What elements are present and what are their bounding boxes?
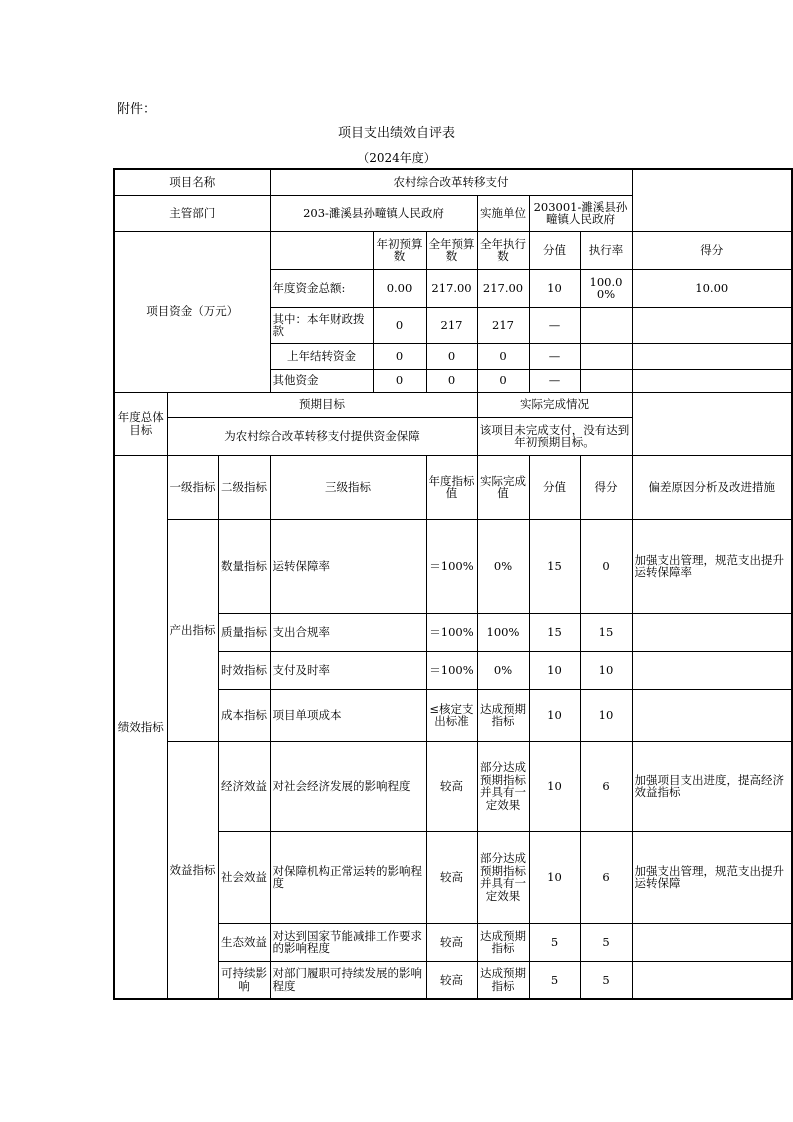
indicator-l3: 运转保障率 (270, 519, 426, 613)
funds-row-cell: 0 (477, 343, 529, 369)
indicator-actual: 0% (477, 519, 529, 613)
perf-header-target: 年度指标值 (426, 455, 477, 519)
output-row (114, 519, 792, 613)
indicator-score-value: 15 (529, 519, 580, 613)
funds-row-cell: 0 (373, 307, 426, 343)
funds-label: 项目资金（万元） (114, 231, 270, 392)
self-evaluation-table (113, 168, 793, 1000)
indicator-l3: 项目单项成本 (270, 689, 426, 741)
indicator-score: 6 (580, 741, 632, 831)
indicator-score: 5 (580, 961, 632, 999)
project-name-row (114, 169, 792, 195)
indicator-target: 较高 (426, 741, 477, 831)
funds-header-blank (270, 231, 373, 269)
funds-row-name: 其他资金 (270, 369, 373, 392)
indicator-l2: 质量指标 (218, 613, 270, 651)
indicator-note: 加强支出管理，规范支出提升运转保障 (632, 831, 792, 923)
goals-expected-header: 预期目标 (167, 392, 477, 417)
goals-actual: 该项目未完成支付，没有达到年初预期目标。 (477, 417, 632, 455)
funds-header-0: 年初预算数 (373, 231, 426, 269)
funds-row-cell (632, 369, 792, 392)
funds-row-name: 上年结转资金 (270, 343, 373, 369)
indicator-note (632, 651, 792, 689)
perf-header-note: 偏差原因分析及改进措施 (632, 455, 792, 519)
funds-row-cell: 0 (477, 369, 529, 392)
indicator-actual: 部分达成预期指标并具有一定效果 (477, 741, 529, 831)
indicator-score: 0 (580, 519, 632, 613)
funds-row-cell: 100.00% (580, 269, 632, 307)
perf-header-actual: 实际完成值 (477, 455, 529, 519)
indicator-score-value: 5 (529, 923, 580, 961)
perf-header-score-value: 分值 (529, 455, 580, 519)
indicator-note (632, 923, 792, 961)
indicator-score-value: 10 (529, 651, 580, 689)
project-name-label: 项目名称 (114, 169, 270, 195)
funds-row-cell: 10 (529, 269, 580, 307)
indicator-l3: 对保障机构正常运转的影响程度 (270, 831, 426, 923)
funds-row-cell: 10.00 (632, 269, 792, 307)
indicator-score-value: 10 (529, 689, 580, 741)
indicator-l2: 时效指标 (218, 651, 270, 689)
indicator-note: 加强项目支出进度，提高经济效益指标 (632, 741, 792, 831)
funds-row-cell (580, 343, 632, 369)
funds-row-cell: 0 (373, 369, 426, 392)
indicator-note (632, 613, 792, 651)
indicator-score: 10 (580, 689, 632, 741)
indicator-score: 6 (580, 831, 632, 923)
funds-row-name: 年度资金总额: (270, 269, 373, 307)
indicator-target: ＝100% (426, 519, 477, 613)
funds-row-cell: 0 (373, 343, 426, 369)
funds-row-cell: — (529, 369, 580, 392)
funds-row-cell (632, 343, 792, 369)
indicator-target: ＝100% (426, 651, 477, 689)
indicator-actual: 部分达成预期指标并具有一定效果 (477, 831, 529, 923)
funds-row-cell: 217 (477, 307, 529, 343)
attachment-label: 附件： (117, 102, 157, 117)
benefit-label: 效益指标 (167, 741, 218, 999)
indicator-l3: 对达到国家节能减排工作要求的影响程度 (270, 923, 426, 961)
indicator-l3: 支付及时率 (270, 651, 426, 689)
funds-row-cell: 217.00 (426, 269, 477, 307)
indicator-score-value: 10 (529, 831, 580, 923)
project-name-value: 农村综合改革转移支付 (270, 169, 632, 195)
output-label: 产出指标 (167, 519, 218, 741)
funds-header-row (114, 231, 792, 269)
indicator-target: ＝100% (426, 613, 477, 651)
indicator-l2: 数量指标 (218, 519, 270, 613)
indicator-note (632, 689, 792, 741)
funds-row-cell: — (529, 343, 580, 369)
funds-row-cell (580, 307, 632, 343)
indicator-actual: 达成预期指标 (477, 923, 529, 961)
funds-row-cell: — (529, 307, 580, 343)
perf-header-l1: 一级指标 (167, 455, 218, 519)
funds-header-5: 得分 (632, 231, 792, 269)
indicator-target: 较高 (426, 961, 477, 999)
indicator-note: 加强支出管理，规范支出提升运转保障率 (632, 519, 792, 613)
indicator-l2: 成本指标 (218, 689, 270, 741)
indicator-target: 较高 (426, 831, 477, 923)
indicator-target: 较高 (426, 923, 477, 961)
funds-row-cell: 0.00 (373, 269, 426, 307)
indicator-l3: 对社会经济发展的影响程度 (270, 741, 426, 831)
perf-header-l2: 二级指标 (218, 455, 270, 519)
funds-header-2: 全年执行数 (477, 231, 529, 269)
indicator-actual: 100% (477, 613, 529, 651)
performance-label: 绩效指标 (114, 455, 167, 999)
funds-row-name: 其中：本年财政拨款 (270, 307, 373, 343)
dept-value: 203-濉溪县孙疃镇人民政府 (270, 195, 477, 231)
funds-header-4: 执行率 (580, 231, 632, 269)
indicator-l2: 生态效益 (218, 923, 270, 961)
impl-unit-label: 实施单位 (477, 195, 529, 231)
indicator-score: 5 (580, 923, 632, 961)
indicator-l3: 支出合规率 (270, 613, 426, 651)
funds-row-cell: 0 (426, 369, 477, 392)
funds-row-cell (632, 307, 792, 343)
indicator-actual: 0% (477, 651, 529, 689)
indicator-note (632, 961, 792, 999)
indicator-l2: 可持续影响 (218, 961, 270, 999)
indicator-l2: 经济效益 (218, 741, 270, 831)
indicator-l2: 社会效益 (218, 831, 270, 923)
funds-header-1: 全年预算数 (426, 231, 477, 269)
dept-row (114, 195, 792, 231)
page-title: 项目支出绩效自评表 (337, 126, 455, 141)
benefit-row (114, 741, 792, 831)
goals-expected: 为农村综合改革转移支付提供资金保障 (167, 417, 477, 455)
indicator-l3: 对部门履职可持续发展的影响程度 (270, 961, 426, 999)
funds-header-3: 分值 (529, 231, 580, 269)
funds-row-cell: 217 (426, 307, 477, 343)
funds-row-cell: 217.00 (477, 269, 529, 307)
indicator-actual: 达成预期指标 (477, 689, 529, 741)
indicator-score: 10 (580, 651, 632, 689)
indicator-score-value: 15 (529, 613, 580, 651)
goals-label: 年度总体目标 (114, 392, 167, 455)
perf-header-l3: 三级指标 (270, 455, 426, 519)
funds-row-cell: 0 (426, 343, 477, 369)
goals-row (114, 417, 792, 455)
indicator-target: ≤核定支出标准 (426, 689, 477, 741)
page-subtitle: （2024年度） (357, 151, 436, 165)
funds-row-cell (580, 369, 632, 392)
goals-actual-header: 实际完成情况 (477, 392, 632, 417)
indicator-score-value: 10 (529, 741, 580, 831)
dept-label: 主管部门 (114, 195, 270, 231)
performance-header-row (114, 455, 792, 519)
impl-unit-value: 203001-濉溪县孙疃镇人民政府 (529, 195, 632, 231)
indicator-score-value: 5 (529, 961, 580, 999)
perf-header-score: 得分 (580, 455, 632, 519)
indicator-score: 15 (580, 613, 632, 651)
indicator-actual: 达成预期指标 (477, 961, 529, 999)
goals-header-row (114, 392, 792, 417)
